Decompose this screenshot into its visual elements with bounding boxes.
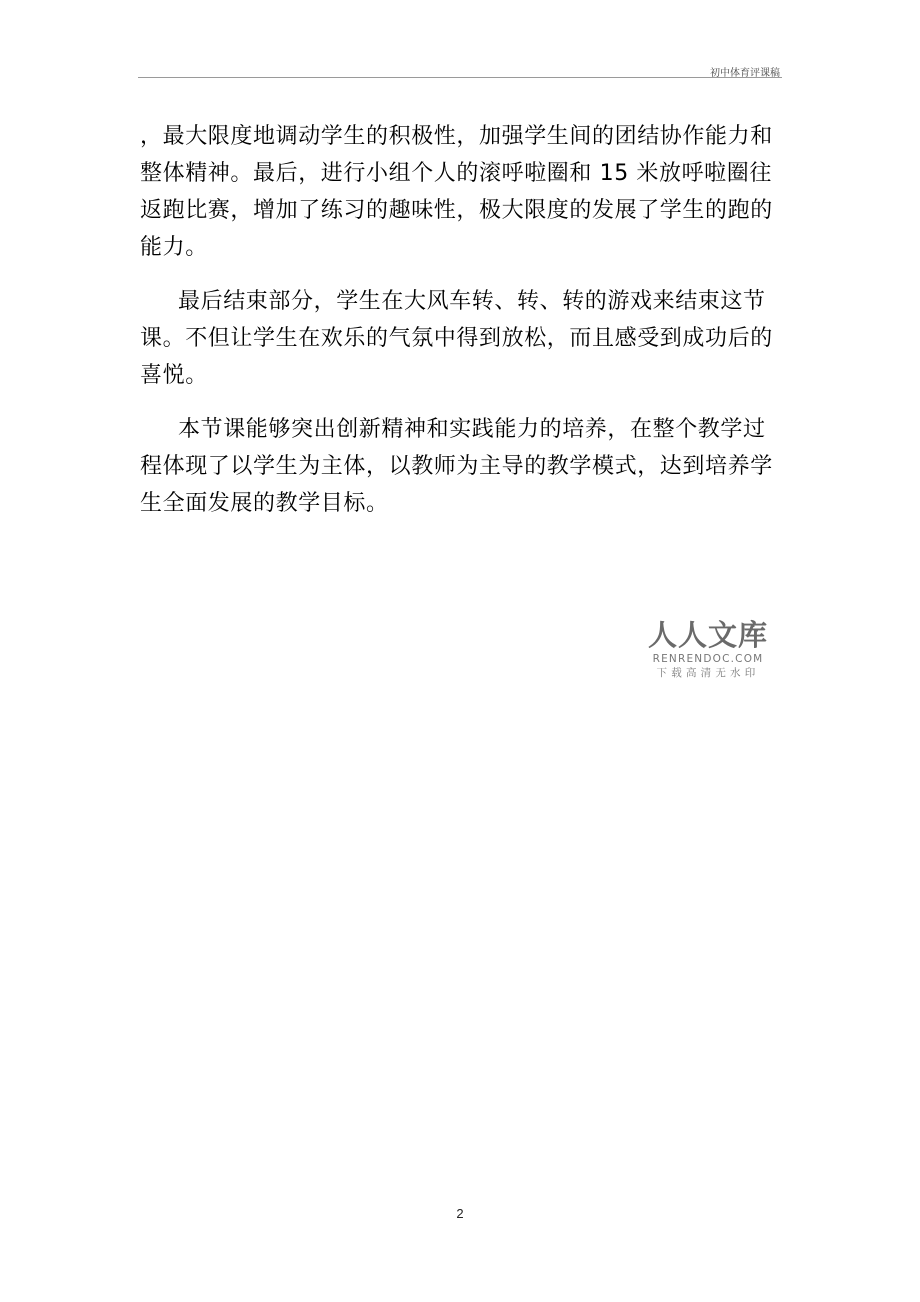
page-number: 2 [456, 1206, 464, 1221]
paragraph-closing-section: 最后结束部分，学生在大风车转、转、转的游戏来结束这节课。不但让学生在欢乐的气氛中得到放松，而且感受到成功后的喜悦。 [140, 289, 773, 388]
watermark-domain: RENRENDOC.COM [652, 653, 764, 665]
header-divider [138, 77, 782, 78]
watermark-slogan: 下载高清无水印 [656, 667, 760, 679]
paragraph-continuation: ，最大限度地调动学生的积极性，加强学生间的团结协作能力和整体精神。最后，进行小组个人的滚呼啦圈和 15 米放呼啦圈往返跑比赛，增加了练习的趣味性，极大限度的发展了学生的跑的能力。 [140, 124, 773, 260]
document-body [140, 118, 780, 522]
paragraph-summary: 本节课能够突出创新精神和实践能力的培养，在整个教学过程体现了以学生为主体，以教师为主导的教学模式，达到培养学生全面发展的教学目标。 [140, 417, 773, 516]
renrendoc-watermark [640, 618, 776, 680]
watermark-logo: 人人文库 [647, 618, 768, 652]
header-title: 初中体育评课稿 [710, 68, 780, 79]
